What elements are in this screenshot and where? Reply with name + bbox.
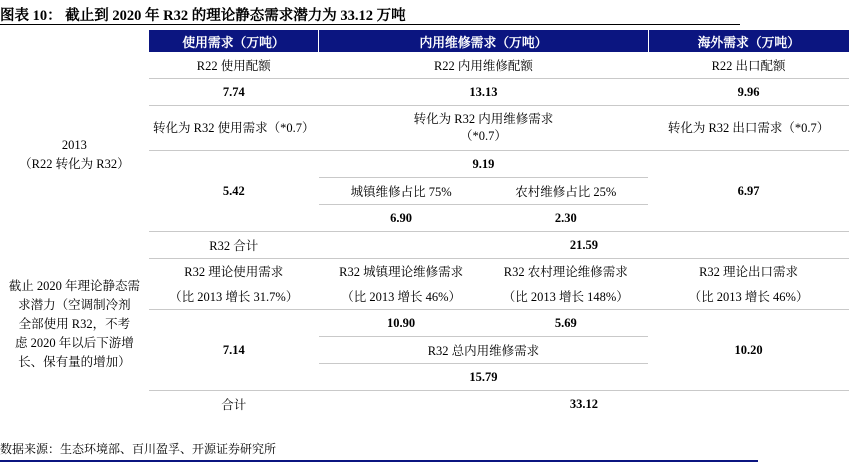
cell-grand-total-spacer: [0, 391, 149, 418]
title-underline: [0, 24, 740, 25]
cell-2020-rural-repair-value: 5.69: [483, 310, 648, 337]
cell-r32-use-demand-2013: 5.42: [149, 151, 319, 232]
cell-grand-total-value: 33.12: [569, 396, 598, 411]
cell-2020-export-growth-label: （比 2013 增长 46%）: [648, 283, 849, 310]
header-domestic-repair-demand: 内用维修需求（万吨）: [319, 30, 648, 52]
cell-convert-domestic-repair-label: [319, 106, 648, 151]
cell-r32-export-demand-2013: 6.97: [648, 151, 849, 232]
cell-r22-use-quota-value: 7.74: [149, 79, 319, 106]
row-label-2020-line4: 虑 2020 年以后下游增: [14, 336, 134, 350]
cell-r22-use-quota-label: R22 使用配额: [149, 52, 319, 79]
cell-r22-export-quota-value: 9.96: [648, 79, 849, 106]
cell-rural-repair-value-2013: 2.30: [483, 205, 648, 232]
cell-rural-repair-share-label: 农村维修占比 25%: [483, 178, 648, 205]
row-2020-demand-labels: [0, 259, 849, 284]
header-overseas-demand: 海外需求（万吨）: [648, 30, 849, 52]
row-label-2020-line3: 全部使用 R32，不考: [18, 317, 131, 331]
row-label-2013-year: 2013: [61, 138, 87, 153]
cell-r32-subtotal-label: R32 合计: [149, 232, 319, 259]
cell-2020-export-demand-label: R32 理论出口需求: [699, 265, 799, 279]
row-r22-quota-labels: [0, 52, 849, 79]
cell-2020-use-demand-value: 7.14: [149, 310, 319, 391]
cell-grand-total-label: 合计: [221, 398, 247, 412]
source-note: 数据来源：生态环境部、百川盈孚、开源证券研究所: [0, 442, 277, 456]
header-use-demand: 使用需求（万吨）: [149, 30, 319, 52]
row-grand-total: [0, 391, 849, 418]
cell-convert-use-label: 转化为 R32 使用需求（*0.7）: [149, 106, 319, 151]
cell-2020-repair-total-value: 15.79: [319, 364, 648, 391]
cell-convert-export-label: 转化为 R32 出口需求（*0.7）: [648, 106, 849, 151]
cell-r32-domestic-repair-total-2013: 9.19: [319, 151, 648, 178]
row-label-2020-line5: 长、保有量的增加）: [18, 355, 131, 369]
cell-r22-domestic-repair-quota-label: R22 内用维修配额: [319, 52, 648, 79]
cell-2020-urban-repair-demand-label: R32 城镇理论维修需求: [339, 265, 464, 279]
row-label-2013-note: （R22 转化为 R32）: [19, 157, 130, 172]
cell-urban-repair-share-label: 城镇维修占比 75%: [319, 178, 484, 205]
figure-title: 图表 10： 截止到 2020 年 R32 的理论静态需求潜力为 33.12 万吨: [0, 8, 406, 24]
cell-urban-repair-value-2013: 6.90: [319, 205, 484, 232]
cell-2020-repair-total-label: R32 总内用维修需求: [319, 337, 648, 364]
cell-2020-urban-growth-label: （比 2013 增长 46%）: [319, 283, 484, 310]
row-label-2013: [0, 52, 149, 259]
header-corner-cell: [0, 30, 149, 52]
bottom-rule: [0, 460, 758, 462]
data-table: [0, 30, 849, 417]
row-label-2020-line2: 求潜力（空调制冷剂: [18, 298, 131, 312]
cell-2020-rural-repair-demand-label: R32 农村理论维修需求: [503, 265, 628, 279]
table-header-row: [0, 30, 849, 52]
row-label-2020: [0, 259, 149, 391]
cell-2020-rural-growth-label: （比 2013 增长 148%）: [483, 283, 648, 310]
cell-r22-domestic-repair-quota-value: 13.13: [319, 79, 648, 106]
cell-convert-domestic-repair-label-line2: （*0.7）: [459, 129, 507, 143]
cell-convert-domestic-repair-label-line1: 转化为 R32 内用维修需求: [413, 112, 554, 126]
row-label-2020-line1: 截止 2020 年理论静态需: [8, 279, 140, 293]
data-table-container: [0, 30, 849, 417]
cell-2020-use-growth-label: （比 2013 增长 31.7%）: [149, 283, 319, 310]
cell-r22-export-quota-label: R22 出口配额: [648, 52, 849, 79]
cell-r32-subtotal-value: 21.59: [319, 232, 849, 259]
cell-2020-use-demand-label: R32 理论使用需求: [184, 265, 284, 279]
cell-2020-urban-repair-value: 10.90: [319, 310, 484, 337]
cell-2020-export-demand-value: 10.20: [648, 310, 849, 391]
